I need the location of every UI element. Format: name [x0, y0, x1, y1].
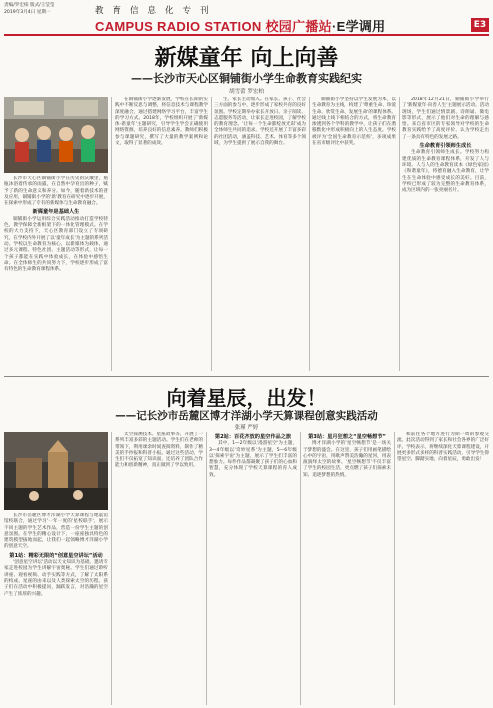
article2-paragraph: 太空探测技术、星座故事等，开展了一系列丰富多彩的主题活动。学生们在老师的带领下，利用课余时间查阅资料，制作了精美的手抄报和科普小报。通过这些活动，学生们不仅拓宽了知识面，还培养了团队合作能力和创新精神，真正做到了学以致用。 — [115, 432, 203, 469]
article2-headline: 向着星辰，出发！ — [166, 386, 327, 410]
article2-section2-title: 第2站：百花齐放的星空作品之旅 — [214, 434, 292, 440]
article2-column-4 — [303, 432, 391, 705]
article2-column-2 — [115, 432, 203, 705]
article2-section1-title: 第1站：精彩无限的“创意星空讲坛”活动 — [9, 552, 103, 559]
article1-headline: 新媒童年 向上向善 — [154, 46, 339, 71]
column-divider — [309, 97, 310, 371]
column-divider — [206, 432, 207, 705]
article-separator — [4, 376, 489, 377]
article1-photo-caption: 长沙市天心区铜铺街小学在历史的沃壤里，瓶瓶沐浴着传承的雨露，在自然中孕育出的种子，赋予了新的生命意义和养分。如今，随着新技术的普及应用，铜铺街小学的'新'教育在研究中逐步开展，在探索中形成了专有的新媒体与生命教育融合。 — [4, 176, 108, 207]
article2-subhead: ——记长沙市岳麓区博才洋湖小学天算课程创意实践活动 — [115, 410, 378, 422]
article1-paragraph: 生、家长主动加入。在家长、孩子、社会三方面的参与中，逐步形成了家校共育的良好氛围。学校定期举办家长开放日、亲子阅读、志愿服务等活动，让家长走进校园，了解学校的教育理念。'让每一个生命都绽放光彩'成为全体师生共同的追求。学校还开展了丰富多彩的社团活动，涵盖科技、艺术、体育等多个领域，为学生提供了展示自我的舞台。 — [214, 97, 306, 147]
article1-section2-title: 生命教育引领师生成长 — [419, 143, 472, 150]
header-rule — [4, 34, 489, 36]
article2-column-1 — [4, 513, 108, 705]
section-banner: 教育信息化专刊 — [95, 6, 218, 16]
column-divider — [211, 97, 212, 371]
date-line: 2019年3月4日 星期一 — [4, 10, 51, 15]
article1-column-3 — [214, 97, 306, 371]
page-title — [95, 16, 385, 35]
column-divider — [300, 432, 301, 705]
article2-section3-title: 第3站：星月狂想之“星空畅想节” — [308, 434, 386, 440]
article2-paragraph: 其中，1—2年级以'漫游星空'为主题，3—4年级以'奇妙星系'为主题，5—6年级以'探索宇宙'为主题，展示了学生们丰富的想象力。每件作品都凝聚了孩子们的心血和智慧，充分体现了学校天算课程的育人成效。 — [209, 441, 297, 478]
article1-section1-title: 新媒童年是基础人生 — [32, 209, 80, 216]
article1-paragraph: 铜铺街小学运用综合实践活动推动打造学校特色，教学保障全新框架下的一体化管理模式。在学校的大力支持下，天心区教育部门设立了专项研究，在学校内外开展了以'童年成长'为主题的系列活动。学校以生命教育为核心，以新媒体为载体，通过多元课程、特色社团、主题活动等形式，让每一个孩子都能在实践中体验成长，在体验中感悟生命。在全体师生的共同努力下，学校逐步形成了富有特色的生命教育课程体系。 — [4, 216, 108, 273]
page-number-badge: E3 — [471, 18, 489, 32]
article2-photo — [4, 432, 108, 510]
article1-column-5 — [402, 97, 489, 371]
column-divider — [394, 432, 395, 705]
article2-paragraph: 博才洋湖小学的'星空畅想节'是一场关于梦想的盛会。在这里，孩子们用画笔描绘心中的宇宙，用歌声赞美浩瀚的星河，用表演演绎太空的故事。'星空畅想节'不仅丰富了学生的校园生活，更点燃了孩子们探索未知、追逐梦想的热情。 — [303, 441, 391, 478]
article2-column-5 — [397, 432, 489, 705]
article1-photo — [4, 97, 108, 173]
column-divider — [111, 432, 112, 705]
masthead-info — [4, 2, 86, 16]
article2-paragraph: '创意星空讲坛'活动以天文知识为基础，邀请专家走进校园为学生讲解宇宙奥秘。学生们通过聆听讲座、观看视频、动手实践等方式，了解了太阳系的构成、星座的由来以及人类探索太空的历程。孩子们在活动中积极提问，踊跃发言，对浩瀚的星空产生了浓厚的兴趣。 — [4, 560, 108, 597]
article1-subhead: ——长沙市天心区铜铺街小学生命教育实践纪实 — [131, 72, 362, 85]
article1-column-4 — [312, 97, 396, 371]
article2-byline: 张瑾 严婷 — [234, 425, 259, 431]
column-divider — [399, 97, 400, 371]
page-title-black: ·E学调用 — [331, 19, 386, 34]
article1-column-2 — [115, 97, 208, 371]
article1-paragraph: 2018年12月21日，铜铺街小学举行了'新媒童年·向善人生'主题展示活动。活动现场，学生们通过情景剧、诗朗诵、微电影等形式，展示了他们对生命的理解与感悟。来自省市区的专家领导对学校的生命教育实践给予了高度评价，认为学校走出了一条具有特色的发展之路。 — [402, 97, 489, 140]
article2-column-3 — [209, 432, 297, 705]
article1-paragraph: 铜铺街小学坚持以学生发展为本，以生命教育为主线，构建了'尊重生命、珍爱生命、欣赏生命、发展生命'的课程体系。通过线上线下相结合的方式，将生命教育渗透到各个学科的教学中，让孩子们在潜移默化中形成积极向上的人生态度。学校被评为'全国生命教育示范校'，多项成果在省市级评比中获奖。 — [312, 97, 396, 147]
article1-column-1 — [4, 176, 108, 371]
article1-byline: 胡雪蕾 罗宏柏 — [229, 89, 264, 95]
article1-paragraph: 生命教育引领师生成长。学校努力构建优质的生命教育课程体系，开发了人与环境、人与人的生命教育读本《绿色家园》《和谐童年》，将德育融入生命教育，让学生在生命体验中感受成长的美好。目前，学校已形成了较为完整的生命教育体系，成为区域内的一张亮丽名片。 — [402, 150, 489, 194]
article1-paragraph: 在铜铺街小学逐渐发展，学校在长期的实践中不断反思与调整，将信息技术与课程教学深度融合，通过搭建网络学习平台，丰富学生的学习方式。2018年，学校组织开展了'新媒体·新童年'主题研究，引导学生学会正确使用网络资源，培养良好的信息素养。教师们积极参与课题研究，撰写了大量的教学案例和论文，取得了显著的成效。 — [115, 97, 208, 147]
article2-photo-caption: 长沙市岳麓区博才洋湖小学天算课程与地震馆馆校联合，通过学习'一年一度的'星校联手'，展示不同主题的学生艺术作品，营造一份学生主题的创意氛围。在学生的精心设计下，一座座独具特色的建筑模型拔地而起，让我们一起领略博才洋湖小学的创意天空。 — [4, 513, 108, 550]
page-title-red: CAMPUS RADIO STATION 校园广播站 — [95, 19, 332, 34]
editor-line: 责编/罗宏柏 版式/王莹莹 — [4, 3, 55, 8]
column-divider — [111, 97, 112, 371]
article2-paragraph: 和前往各个地方进行为期一周的参观交流。此次活动得到了家长和社会各界的广泛好评。学校表示，将继续深化天算课程建设，开展更多形式多样的科普实践活动，引导学生仰望星空、脚踏实地，向着星辰，勇敢出发！ — [397, 432, 489, 463]
